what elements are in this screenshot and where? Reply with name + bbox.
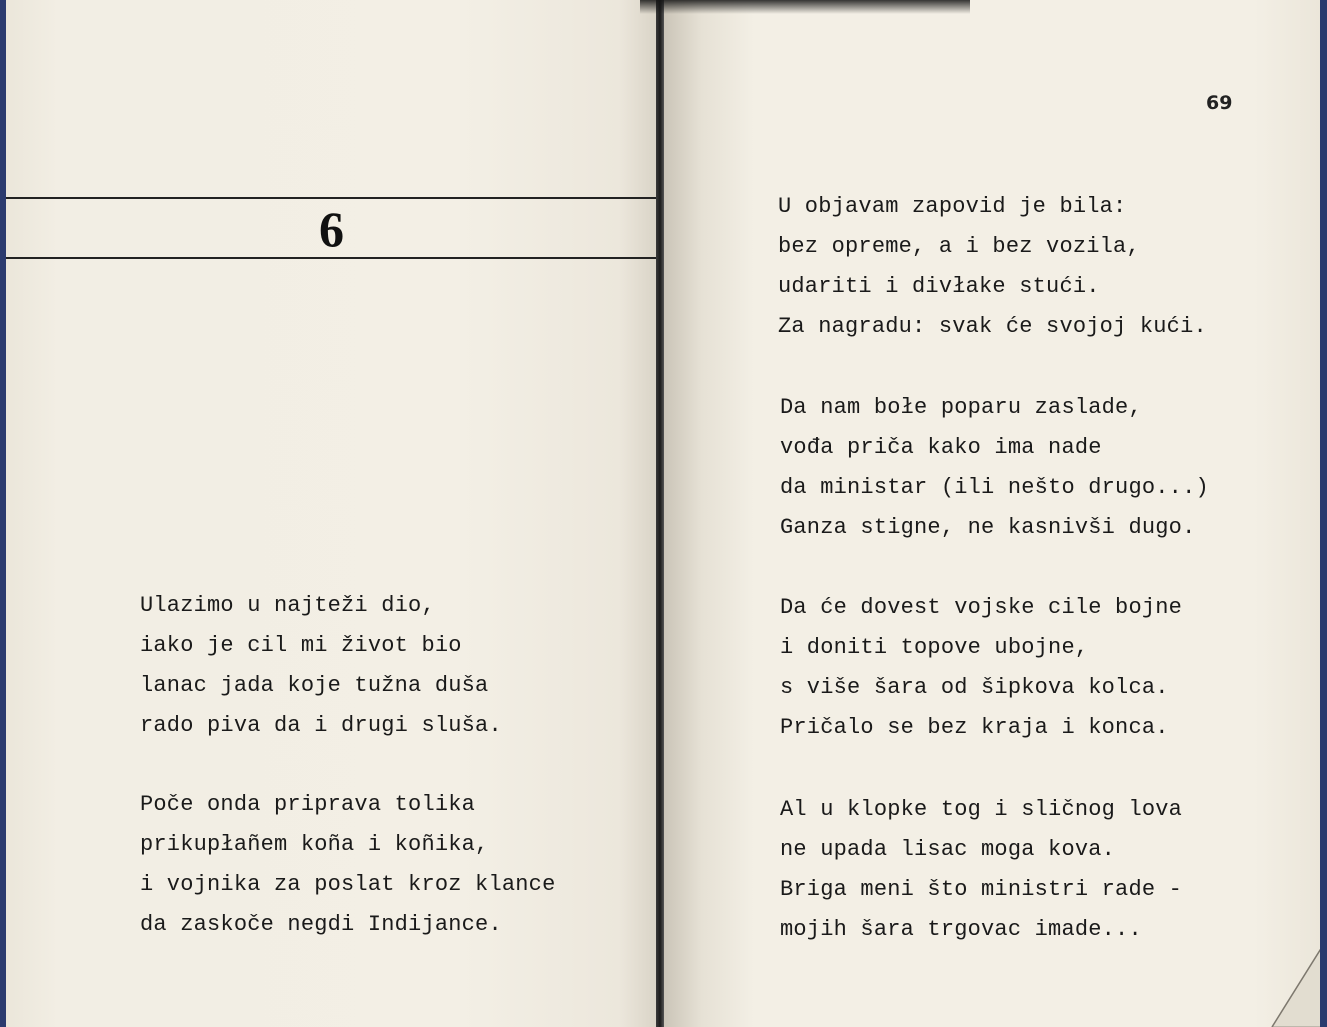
book-spine-gutter bbox=[656, 0, 664, 1027]
page-number: 69 bbox=[1206, 92, 1233, 114]
verse-line: s više šara od šipkova kolca. bbox=[780, 675, 1169, 700]
verse-line: Briga meni što ministri rade - bbox=[780, 877, 1183, 902]
top-edge-shadow bbox=[640, 0, 970, 14]
right-stanza-3 bbox=[780, 588, 1182, 748]
verse-line: i doniti topove ubojne, bbox=[780, 635, 1089, 660]
verse-line: lanac jada koje tužna duša bbox=[140, 673, 489, 698]
verse-line: udariti i divłake stući. bbox=[778, 274, 1100, 299]
verse-line: Da nam bołe poparu zaslade, bbox=[780, 395, 1142, 420]
left-stanza-1 bbox=[140, 586, 502, 746]
verse-line: vođa priča kako ima nade bbox=[780, 435, 1102, 460]
verse-line: Pričalo se bez kraja i konca. bbox=[780, 715, 1169, 740]
verse-line: da ministar (ili nešto drugo...) bbox=[780, 475, 1209, 500]
verse-line: iako je cil mi život bio bbox=[140, 633, 462, 658]
chapter-number: 6 bbox=[319, 201, 344, 257]
right-page bbox=[662, 0, 1320, 1027]
verse-line: rado piva da i drugi sluša. bbox=[140, 713, 502, 738]
verse-line: prikupłañem koña i koñika, bbox=[140, 832, 489, 857]
verse-line: Da će dovest vojske cile bojne bbox=[780, 595, 1183, 620]
verse-line: U objavam zapovid je bila: bbox=[778, 194, 1127, 219]
verse-line: da zaskoče negdi Indijance. bbox=[140, 912, 502, 937]
left-stanza-2 bbox=[140, 785, 555, 945]
page-corner-fold bbox=[1252, 947, 1320, 1027]
verse-line: i vojnika za poslat kroz klance bbox=[140, 872, 556, 897]
verse-line: bez opreme, a i bez vozila, bbox=[778, 234, 1140, 259]
verse-line: ne upada lisac moga kova. bbox=[780, 837, 1116, 862]
verse-line: Al u klopke tog i sličnog lova bbox=[780, 797, 1183, 822]
verse-line: Poče onda priprava tolika bbox=[140, 792, 476, 817]
right-stanza-4 bbox=[780, 790, 1182, 950]
verse-line: Ulazimo u najteži dio, bbox=[140, 593, 435, 618]
verse-line: Za nagradu: svak će svojoj kući. bbox=[778, 314, 1207, 339]
right-stanza-2 bbox=[780, 388, 1209, 548]
left-page bbox=[6, 0, 658, 1027]
verse-line: mojih šara trgovac imade... bbox=[780, 917, 1142, 942]
verse-line: Ganza stigne, ne kasnivši dugo. bbox=[780, 515, 1196, 540]
right-stanza-1 bbox=[778, 187, 1207, 347]
